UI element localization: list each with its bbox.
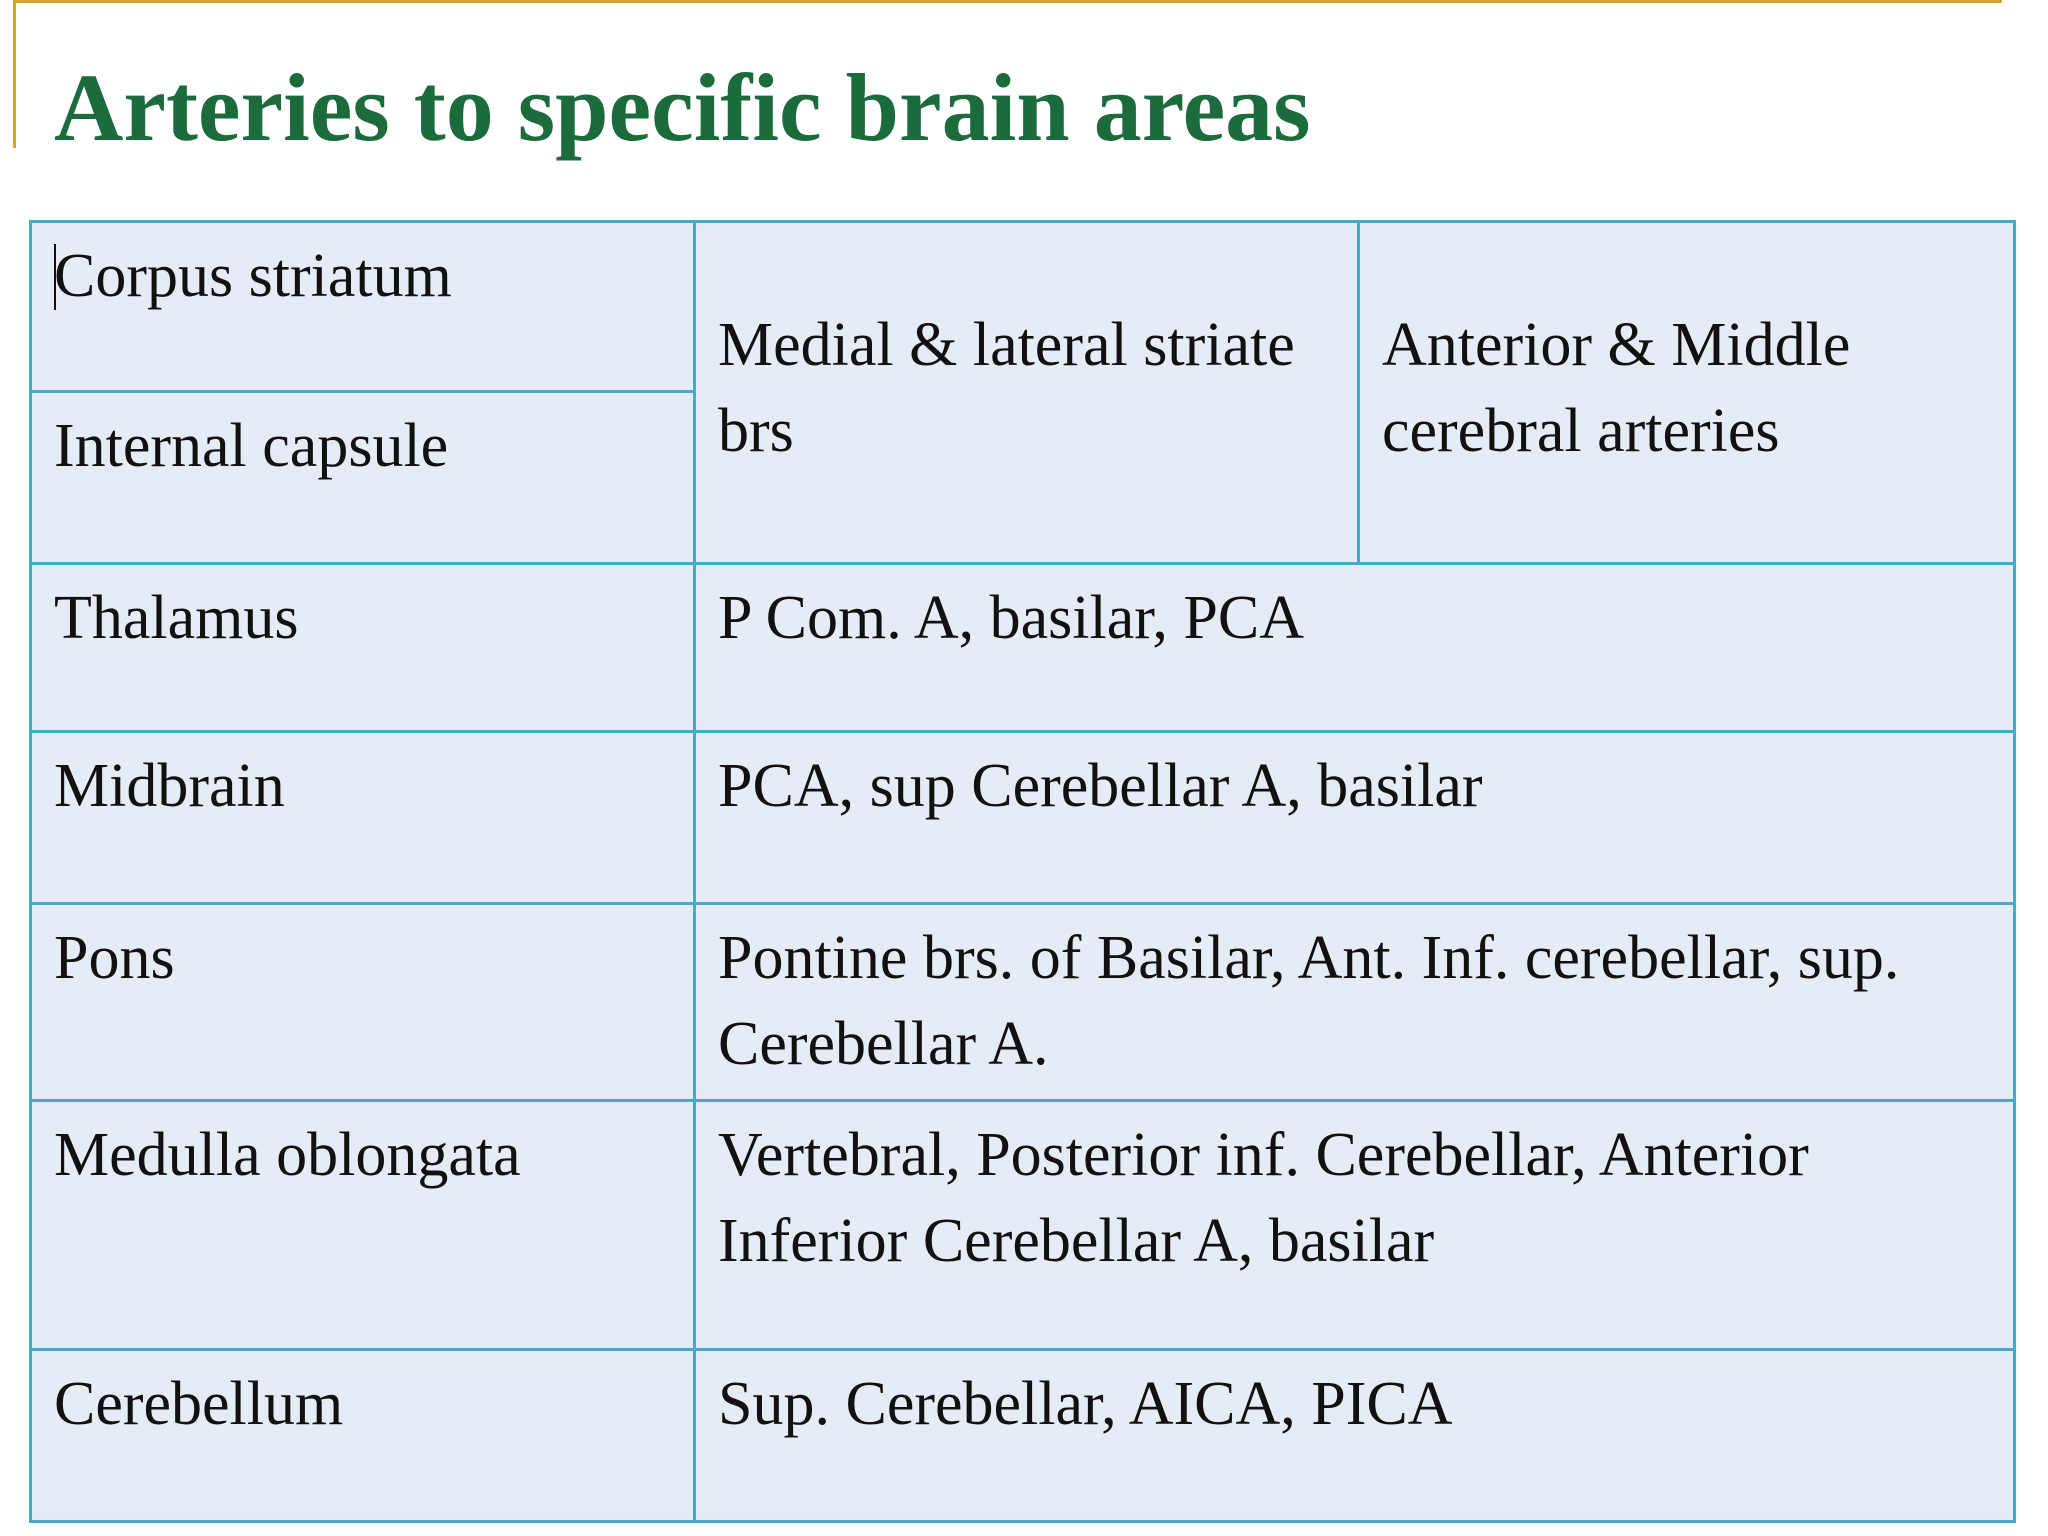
top-accent-rule <box>13 0 2002 3</box>
side-accent-rule <box>13 0 16 148</box>
area-cell[interactable]: Midbrain <box>31 732 695 904</box>
area-cell[interactable]: Thalamus <box>31 564 695 732</box>
area-cell[interactable]: Pons <box>31 904 695 1101</box>
arteries-cell[interactable]: P Com. A, basilar, PCA <box>695 564 2015 732</box>
table-row <box>31 1101 2015 1350</box>
arteries-cell[interactable]: Vertebral, Posterior inf. Cerebellar, Anterior Inferior Cerebellar A, basilar <box>695 1101 2015 1350</box>
slide-title: Arteries to specific brain areas <box>54 54 1311 161</box>
arteries-cell[interactable]: PCA, sup Cerebellar A, basilar <box>695 732 2015 904</box>
area-cell[interactable]: Cerebellum <box>31 1350 695 1522</box>
arteries-table <box>29 220 2016 1523</box>
branch-cell[interactable]: Medial & lateral striate brs <box>695 222 1359 564</box>
arteries-cell[interactable]: Pontine brs. of Basilar, Ant. Inf. cerebellar, sup. Cerebellar A. <box>695 904 2015 1101</box>
table-row <box>31 732 2015 904</box>
area-cell[interactable] <box>31 222 695 392</box>
area-cell[interactable]: Medulla oblongata <box>31 1101 695 1350</box>
table-row <box>31 1350 2015 1522</box>
table-row <box>31 904 2015 1101</box>
table-row <box>31 564 2015 732</box>
area-cell[interactable]: Internal capsule <box>31 392 695 564</box>
arteries-cell[interactable]: Sup. Cerebellar, AICA, PICA <box>695 1350 2015 1522</box>
table-row <box>31 222 2015 392</box>
area-cell-text: Corpus striatum <box>54 242 452 310</box>
source-arteries-cell[interactable]: Anterior & Middle cerebral arteries <box>1359 222 2015 564</box>
